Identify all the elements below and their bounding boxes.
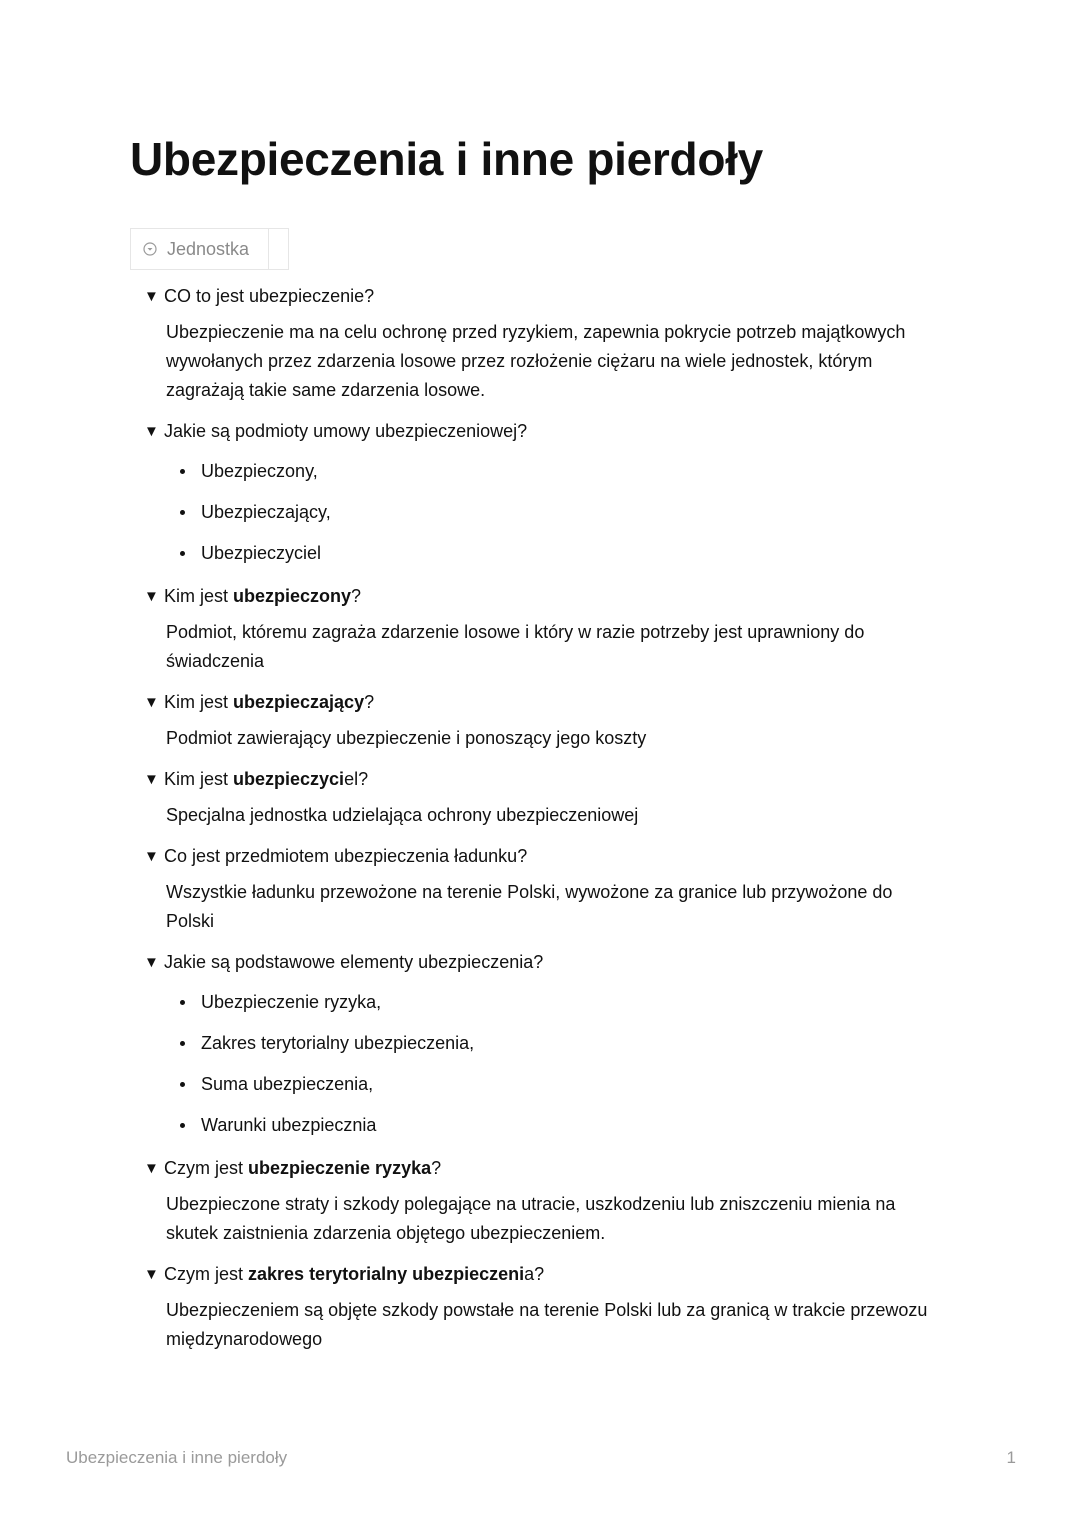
toggle-heading[interactable] [144,1262,944,1286]
bullet-dot-icon [180,1123,185,1128]
toggle-item [144,584,944,676]
triangle-down-icon[interactable]: ▼ [144,693,159,711]
toggle-heading[interactable] [144,844,944,868]
toggle-heading[interactable] [144,950,944,974]
bullet-dot-icon [180,510,185,515]
list-item [166,1064,944,1105]
list-item [166,982,944,1023]
toggle-heading[interactable] [144,584,944,608]
bullet-dot-icon [180,1041,185,1046]
toggle-item [144,284,944,405]
triangle-down-icon[interactable]: ▼ [144,1265,159,1283]
bullet-list [166,982,944,1146]
list-item [166,451,944,492]
toggle-item [144,1156,944,1248]
bullet-dot-icon [180,1000,185,1005]
property-cell[interactable] [131,229,269,269]
toggle-item [144,950,944,1146]
answer-text: Ubezpieczenie ma na celu ochronę przed ryzykiem, zapewnia pokrycie potrzeb majątkowych wywołanych przez zdarzenia losowe przez rozłożenie ciężaru na wiele jednostek, którym zagrażają takie same zdarzenia losowe. [166,322,906,400]
circle-chevron-down-icon [143,242,157,256]
bullet-dot-icon [180,1082,185,1087]
question-text: Kim jest ubezpieczający? [164,691,375,712]
answer-text: Specjalna jednostka udzielająca ochrony ubezpieczeniowej [166,805,639,825]
question-text: Czym jest zakres terytorialny ubezpieczenia? [164,1263,545,1284]
triangle-down-icon[interactable]: ▼ [144,847,159,865]
toggle-heading[interactable] [144,419,944,443]
property-label: Jednostka [167,238,250,259]
toggle-heading[interactable] [144,767,944,791]
question-text: CO to jest ubezpieczenie? [164,285,375,306]
question-text: Co jest przedmiotem ubezpieczenia ładunku? [164,845,528,866]
list-item-text: Warunki ubezpiecznia [201,1115,377,1135]
list-item [166,1023,944,1064]
answer-text: Podmiot, któremu zagraża zdarzenie losowe i który w razie potrzeby jest uprawniony do świadczenia [166,622,865,671]
triangle-down-icon[interactable]: ▼ [144,422,159,440]
bullet-dot-icon [180,551,185,556]
answer-text: Wszystkie ładunku przewożone na terenie Polski, wywożone za granice lub przywożone do Polski [166,882,893,931]
toggle-heading[interactable] [144,284,944,308]
toggle-list [144,284,944,1354]
triangle-down-icon[interactable]: ▼ [144,287,159,305]
list-item-text: Ubezpieczenie ryzyka, [201,992,382,1012]
toggle-item [144,1262,944,1354]
triangle-down-icon[interactable]: ▼ [144,587,159,605]
toggle-heading[interactable] [144,1156,944,1180]
list-item-text: Ubezpieczający, [201,502,331,522]
toggle-item [144,844,944,936]
list-item-text: Ubezpieczyciel [201,543,322,563]
list-item-text: Ubezpieczony, [201,461,318,481]
answer-text: Ubezpieczeniem są objęte szkody powstałe na terenie Polski lub za granicą w trakcie przewozu międzynarodowego [166,1300,928,1349]
bullet-dot-icon [180,469,185,474]
triangle-down-icon[interactable]: ▼ [144,770,159,788]
list-item [166,492,944,533]
list-item-text: Zakres terytorialny ubezpieczenia, [201,1033,475,1053]
footer-title: Ubezpieczenia i inne pierdoły [66,1448,288,1467]
toggle-item [144,690,944,753]
toggle-item [144,419,944,574]
list-item [166,533,944,574]
question-text: Kim jest ubezpieczyciel? [164,768,369,789]
property-jednostka[interactable] [130,228,289,270]
question-text: Jakie są podstawowe elementy ubezpieczenia? [164,951,544,972]
question-text: Jakie są podmioty umowy ubezpieczeniowej? [164,420,528,441]
toggle-heading[interactable] [144,690,944,714]
answer-text: Ubezpieczone straty i szkody polegające na utracie, uszkodzeniu lub zniszczeniu mienia na skutek zaistnienia zdarzenia objętego ubezpieczeniem. [166,1194,896,1243]
question-text: Kim jest ubezpieczony? [164,585,362,606]
bullet-list [166,451,944,574]
triangle-down-icon[interactable]: ▼ [144,953,159,971]
page-number: 1 [1006,1448,1016,1467]
answer-text: Podmiot zawierający ubezpieczenie i ponoszący jego koszty [166,728,647,748]
page-title: Ubezpieczenia i inne pierdoły [130,133,763,185]
triangle-down-icon[interactable]: ▼ [144,1159,159,1177]
question-text: Czym jest ubezpieczenie ryzyka? [164,1157,442,1178]
list-item [166,1105,944,1146]
list-item-text: Suma ubezpieczenia, [201,1074,374,1094]
toggle-item [144,767,944,830]
